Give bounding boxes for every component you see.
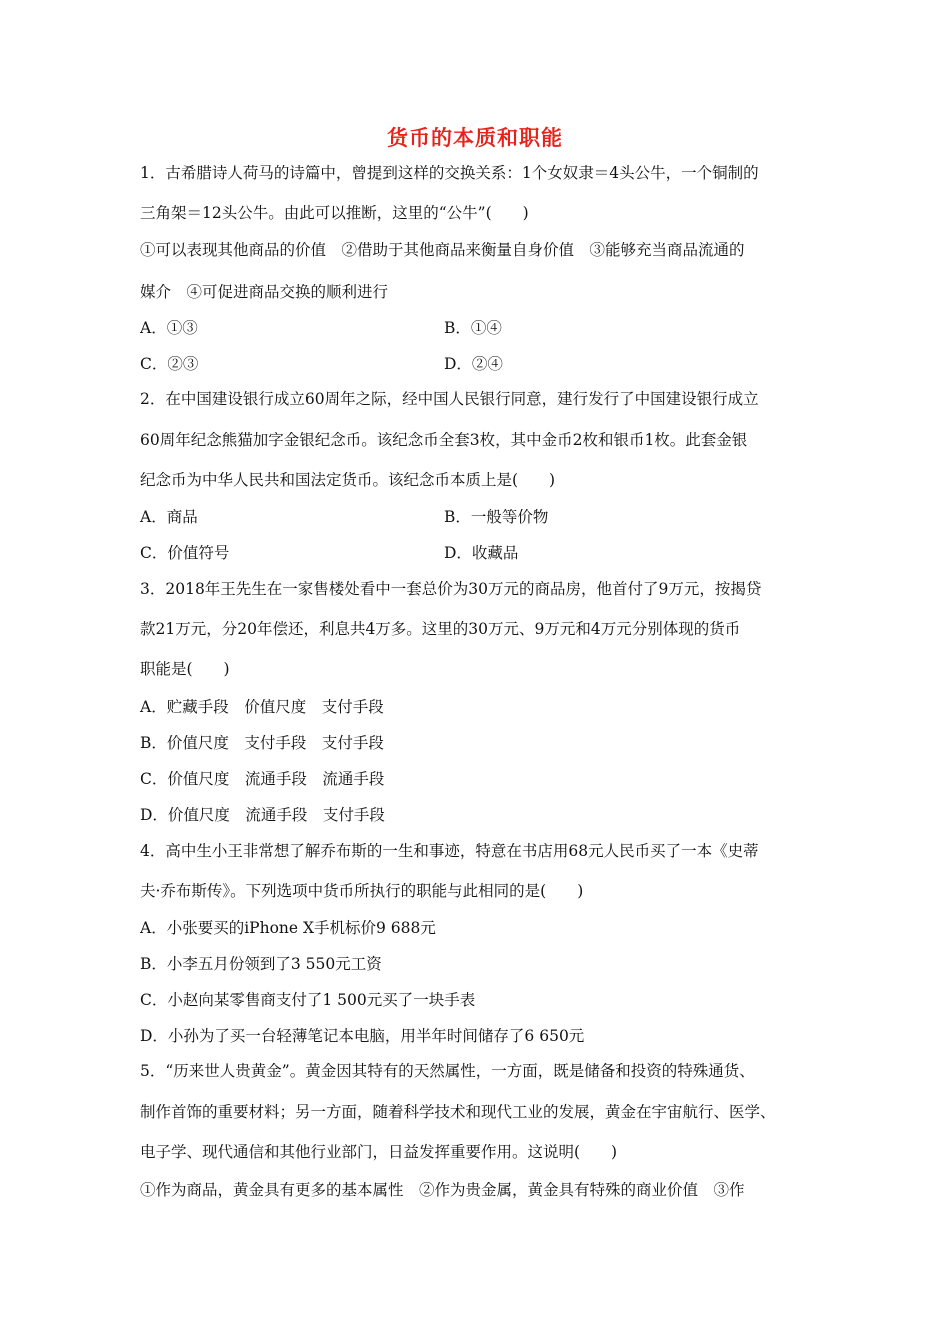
q3-option-a: A．贮藏手段 价值尺度 支付手段 bbox=[140, 698, 384, 716]
q5-line-4: ①作为商品，黄金具有更多的基本属性 ②作为贵金属，黄金具有特殊的商业价值 ③作 bbox=[140, 1181, 745, 1199]
q5-line-3: 电子学、现代通信和其他行业部门，日益发挥重要作用。这说明( ) bbox=[140, 1143, 618, 1161]
q3-line-1: 3．2018年王先生在一家售楼处看中一套总价为30万元的商品房，他首付了9万元，按揭贷 bbox=[140, 580, 762, 598]
q2-option-c: C．价值符号 bbox=[140, 544, 230, 562]
q3-line-2: 款21万元，分20年偿还，利息共4万多。这里的30万元、9万元和4万元分别体现的货币 bbox=[140, 620, 741, 638]
q3-option-c: C．价值尺度 流通手段 流通手段 bbox=[140, 770, 385, 788]
q4-option-a: A．小张要买的iPhone X手机标价9 688元 bbox=[140, 919, 436, 937]
q1-line-3: ①可以表现其他商品的价值 ②借助于其他商品来衡量自身价值 ③能够充当商品流通的 bbox=[140, 241, 745, 259]
q5-line-1: 5．“历来世人贵黄金”。黄金因其特有的天然属性，一方面，既是储备和投资的特殊通货、 bbox=[140, 1062, 755, 1080]
q4-line-1: 4．高中生小王非常想了解乔布斯的一生和事迹，特意在书店用68元人民币买了一本《史蒂 bbox=[140, 842, 759, 860]
q1-line-1: 1．古希腊诗人荷马的诗篇中，曾提到这样的交换关系：1个女奴隶＝4头公牛，一个铜制的 bbox=[140, 164, 759, 182]
q2-line-2: 60周年纪念熊猫加字金银纪念币。该纪念币全套3枚，其中金币2枚和银币1枚。此套金银 bbox=[140, 431, 748, 449]
q2-option-a: A．商品 bbox=[140, 508, 198, 526]
q1-option-c: C．②③ bbox=[140, 355, 199, 373]
q3-option-d: D．价值尺度 流通手段 支付手段 bbox=[140, 806, 385, 824]
page-title: 货币的本质和职能 bbox=[387, 126, 563, 150]
q3-option-b: B．价值尺度 支付手段 支付手段 bbox=[140, 734, 384, 752]
q1-option-b: B．①④ bbox=[444, 319, 502, 337]
q4-option-b: B．小李五月份领到了3 550元工资 bbox=[140, 955, 382, 973]
q2-option-b: B．一般等价物 bbox=[444, 508, 549, 526]
q4-line-2: 夫·乔布斯传》。下列选项中货币所执行的职能与此相同的是( ) bbox=[140, 882, 584, 900]
q5-line-2: 制作首饰的重要材料；另一方面，随着科学技术和现代工业的发展，黄金在宇宙航行、医学、 bbox=[140, 1103, 776, 1121]
q1-line-4: 媒介 ④可促进商品交换的顺利进行 bbox=[140, 283, 389, 301]
q1-line-2: 三角架＝12头公牛。由此可以推断，这里的“公牛”( ) bbox=[140, 204, 529, 222]
q1-option-d: D．②④ bbox=[444, 355, 503, 373]
q2-line-3: 纪念币为中华人民共和国法定货币。该纪念币本质上是( ) bbox=[140, 471, 556, 489]
q1-option-a: A．①③ bbox=[140, 319, 198, 337]
q3-line-3: 职能是( ) bbox=[140, 660, 230, 678]
q2-option-d: D．收藏品 bbox=[444, 544, 519, 562]
q2-line-1: 2．在中国建设银行成立60周年之际，经中国人民银行同意，建行发行了中国建设银行成立 bbox=[140, 390, 759, 408]
q4-option-d: D．小孙为了买一台轻薄笔记本电脑，用半年时间储存了6 650元 bbox=[140, 1027, 585, 1045]
q4-option-c: C．小赵向某零售商支付了1 500元买了一块手表 bbox=[140, 991, 476, 1009]
